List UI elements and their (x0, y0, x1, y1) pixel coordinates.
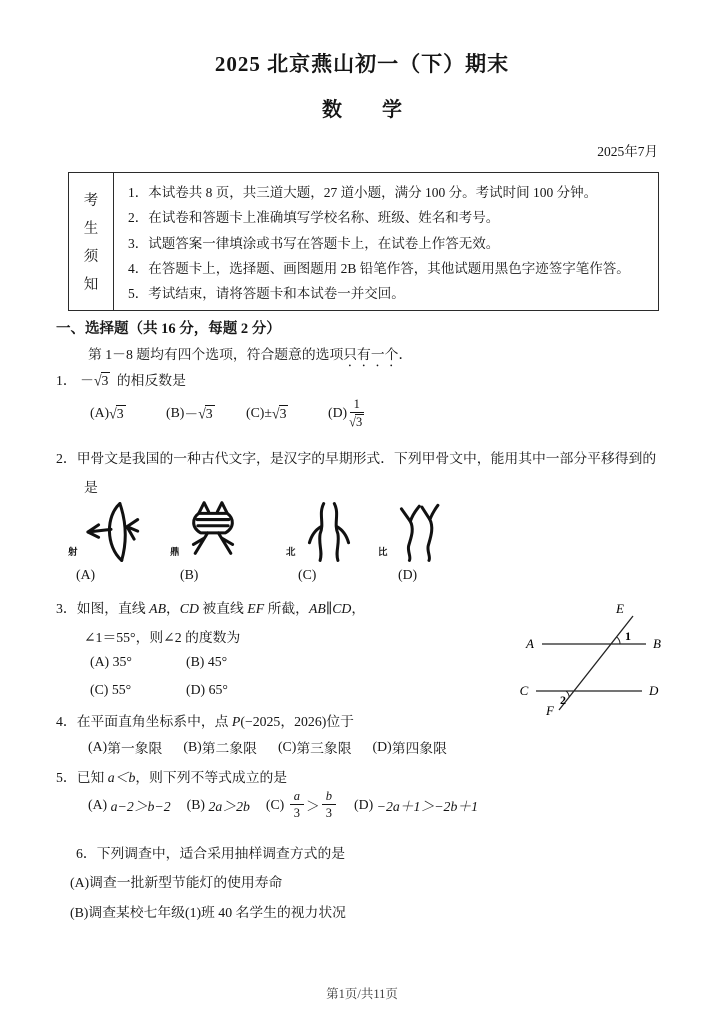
question-5-stem (56, 766, 287, 786)
option-value: 第三象限 (296, 741, 352, 756)
option-label: (D) (328, 405, 348, 421)
question-5-options (88, 789, 478, 821)
fraction-numerator: b (322, 789, 336, 805)
q2-option-c-label: (C) (298, 567, 317, 582)
math-expression: a−2＞b−2 (110, 798, 171, 814)
q3-text: ， (166, 601, 180, 616)
question-2-stem-line2: 是 (84, 480, 98, 495)
q6-option-a: (A)调查一批新型节能灯的使用寿命 (70, 875, 283, 890)
option-label: (C) (277, 739, 297, 754)
option-label: (D) (372, 739, 392, 754)
notice-side-char: 须 (83, 249, 99, 266)
glyph-char-label: 鼎 (170, 548, 180, 558)
math-expression: AB∥CD (308, 601, 352, 616)
question-4-stem (56, 710, 354, 730)
oracle-bone-bow-icon (82, 500, 140, 564)
note-suffix: ． (398, 347, 413, 362)
section1-note (88, 343, 412, 370)
notice-side-label (69, 173, 114, 310)
sqrt-expression (349, 414, 364, 429)
q5-option-d (354, 795, 478, 815)
minus-sign: － (184, 407, 199, 423)
math-expression: a＜b (107, 770, 136, 785)
q3-option-c (90, 682, 186, 698)
option-value: 55° (111, 682, 132, 697)
candidate-notice-box (68, 172, 659, 311)
question-3-options-row2 (90, 682, 228, 698)
sqrt-expression (109, 405, 125, 422)
fraction-denominator: 3 (293, 806, 300, 821)
q3-text: 被直线 (198, 601, 248, 616)
parallel-lines-figure (512, 600, 672, 718)
sqrt-sign: √ (271, 405, 280, 422)
math-var: EF (247, 601, 265, 616)
option-value: 65° (208, 682, 228, 697)
q4-option-d (373, 737, 447, 757)
fraction-numerator: 1 (350, 397, 364, 413)
q1-option-c (246, 405, 328, 422)
notice-item: 5．考试结束，请将答题卡和本试卷一并交回。 (128, 286, 405, 301)
glyph-char-label: 北 (286, 548, 296, 558)
q6-option-b: (B)调查某校七年级(1)班 40 名学生的视力状况 (70, 905, 346, 920)
fraction (290, 789, 304, 821)
fraction (322, 789, 336, 821)
figure-label-E: E (616, 601, 624, 616)
notice-item: 3．试题答案一律填涂或书写在答题卡上，在试卷上作答无效。 (128, 235, 500, 251)
figure-label-C: C (519, 683, 529, 698)
figure-label-A: A (526, 636, 534, 651)
option-value: 第一象限 (107, 741, 163, 756)
figure-label-F: F (546, 703, 554, 718)
glyph-char-label: 比 (378, 548, 388, 558)
option-label: (A) (88, 739, 108, 754)
page-number-footer: 第1页/共11页 (326, 987, 398, 1001)
sqrt-radicand: 3 (279, 405, 287, 421)
sqrt-radicand: 3 (205, 405, 213, 421)
notice-item: 4．在答题卡上，选择题、画图题用 2B 铅笔作答，其他试题用黑色字迹签字笔作答。 (128, 260, 630, 276)
notice-item: 1．本试卷共 8 页，共三道大题，27 道小题，满分 100 分。考试时间 100 分钟。 (128, 185, 598, 200)
question-1-stem (56, 369, 186, 389)
option-label: (C) (90, 682, 109, 697)
question-6-stem: 6．下列调查中，适合采用抽样调查方式的是 (76, 846, 346, 861)
greater-than-sign: ＞ (305, 798, 320, 814)
option-label: (D) (354, 796, 374, 812)
option-value: 35° (112, 654, 132, 669)
figure-label-B: B (653, 636, 661, 651)
q2-option-d-label: (D) (398, 567, 418, 582)
subject-title: 数 学 (322, 99, 402, 121)
q5-option-c (266, 789, 338, 821)
option-value: 第四象限 (391, 741, 447, 756)
fraction (349, 397, 364, 430)
sqrt-sign: √ (93, 372, 102, 389)
q3-option-a (90, 654, 186, 670)
notice-items (114, 173, 658, 310)
sqrt-expression (272, 405, 288, 422)
oracle-glyph-bi (380, 500, 454, 566)
oracle-bone-north-icon (300, 500, 358, 564)
option-label: (A) (90, 405, 110, 421)
sqrt-sign: √ (349, 414, 357, 430)
oracle-glyph-she (70, 500, 144, 566)
sqrt-sign: √ (109, 405, 117, 422)
sqrt-sign: √ (198, 405, 206, 422)
plus-minus-sign: ± (264, 405, 272, 421)
math-var: AB (149, 601, 166, 616)
q3-option-b (186, 654, 227, 670)
note-emphasis: 只有一个 (343, 347, 399, 362)
figure-angle-2: 2 (560, 693, 566, 707)
q4-option-c (278, 737, 352, 757)
option-label: (A) (88, 796, 108, 812)
question-3-stem-line2: ∠1＝55°，则∠2 的度数为 (84, 630, 241, 645)
oracle-glyph-bei (288, 500, 362, 566)
q4-text: 4．在平面直角坐标系中，点 (56, 714, 232, 729)
figure-label-D: D (649, 683, 659, 698)
q3-text: ， (351, 601, 366, 616)
question-3-stem-line1 (56, 597, 365, 617)
note-prefix: 第 1－8 题均有四个选项，符合题意的选项 (88, 347, 344, 362)
notice-side-char: 考 (83, 192, 99, 209)
oracle-bone-cauldron-icon (184, 500, 242, 564)
q3-option-d (186, 682, 228, 698)
option-label: (B) (166, 405, 185, 421)
q1-option-d (328, 397, 366, 430)
math-expression: 2a＞2b (208, 798, 250, 814)
notice-side-char: 知 (83, 277, 99, 294)
option-value: 第二象限 (201, 741, 257, 756)
q1-number: 1． (56, 373, 77, 388)
math-expression: −2a＋1＞−2b＋1 (376, 798, 479, 814)
math-var: P (231, 714, 241, 729)
glyph-char-label: 射 (68, 548, 78, 558)
question-1-options (90, 397, 366, 430)
page-title: 2025 北京燕山初一（下）期末 (214, 52, 510, 76)
oracle-bone-compare-icon (392, 500, 450, 564)
section1-heading: 一、选择题（共 16 分，每题 2 分） (56, 321, 281, 337)
option-label: (C) (265, 796, 285, 812)
oracle-glyph-ding (172, 500, 246, 566)
q3-text: 3．如图，直线 (56, 601, 150, 616)
question-2-stem-line1: 2．甲骨文是我国的一种古代文字，是汉字的早期形式．下列甲骨文中，能用其中一部分平移得到的 (56, 451, 657, 466)
sqrt-radicand: 3 (116, 405, 124, 421)
q1-option-a (90, 405, 166, 422)
q5-text: 5．已知 (56, 770, 108, 785)
option-label: (B) (183, 739, 202, 754)
option-label: (B) (186, 796, 206, 812)
q4-text: (−2025，2026)位于 (240, 714, 354, 729)
q1-stem-text: 的相反数是 (116, 373, 186, 388)
q2-option-b-label: (B) (180, 567, 199, 582)
fraction-denominator (349, 413, 364, 429)
question-3-options-row1 (90, 654, 227, 670)
q4-option-b (183, 737, 257, 757)
question-4-options (88, 737, 447, 757)
option-value: 45° (207, 654, 228, 669)
notice-item: 2．在试卷和答题卡上准确填写学校名称、班级、姓名和考号。 (128, 210, 500, 226)
q4-option-a (88, 737, 162, 757)
q3-text: 所截， (264, 601, 309, 616)
q5-option-b (187, 795, 250, 815)
fraction-numerator: a (290, 789, 304, 805)
q1-option-b (166, 403, 246, 423)
option-label: (C) (246, 405, 265, 421)
q5-option-a (88, 795, 171, 815)
sqrt-expression (94, 372, 110, 389)
math-var: CD (179, 601, 199, 616)
fraction-denominator: 3 (325, 806, 333, 821)
q1-minus: － (80, 373, 94, 388)
sqrt-radicand: 3 (356, 415, 363, 430)
q2-option-a-label: (A) (76, 567, 96, 582)
option-label: (A) (90, 654, 110, 669)
exam-date: 2025年7月 (597, 144, 658, 159)
sqrt-expression (198, 405, 214, 422)
q5-text: ，则下列不等式成立的是 (135, 770, 288, 785)
option-label: (D) (186, 682, 206, 697)
option-label: (B) (186, 654, 205, 669)
sqrt-radicand: 3 (101, 373, 109, 388)
notice-side-char: 生 (83, 220, 99, 237)
figure-angle-1: 1 (625, 629, 631, 643)
